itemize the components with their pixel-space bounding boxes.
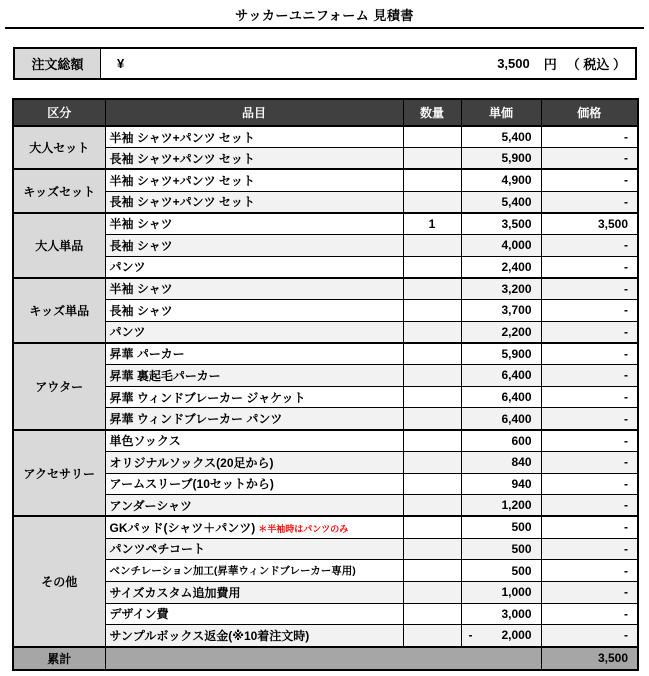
order-total-unit: 円 [543, 57, 557, 72]
unit-price-cell [461, 148, 541, 170]
item-label: サイズカスタム追加費用 [109, 585, 241, 600]
unit-price-value: 5,900 [501, 151, 532, 166]
item-label: 単色ソックス [109, 434, 181, 449]
qty-cell [403, 495, 461, 517]
unit-price-value: 4,000 [501, 238, 532, 253]
unit-price-cell [461, 300, 541, 322]
unit-price-value: 2,000 [501, 628, 532, 643]
item-cell [105, 148, 403, 170]
category-cell: 大人セット [13, 126, 105, 169]
category-cell: アウター [13, 343, 105, 430]
price-cell: - [541, 256, 638, 278]
item-cell [105, 603, 403, 625]
qty-cell [403, 148, 461, 170]
total-row [13, 647, 638, 670]
table-row [13, 191, 638, 213]
unit-price-cell [461, 386, 541, 408]
header-category: 区分 [13, 99, 105, 126]
table-row [13, 430, 638, 452]
item-cell [105, 278, 403, 300]
qty-cell [403, 473, 461, 495]
item-label: 半袖 シャツ [109, 217, 173, 232]
unit-price-value: 4,900 [501, 173, 532, 188]
unit-price-value: 940 [511, 476, 532, 491]
unit-price-value: 500 [511, 563, 532, 578]
table-row [13, 538, 638, 560]
price-cell: - [541, 451, 638, 473]
order-total-box [13, 47, 637, 80]
item-label: アンダーシャツ [109, 498, 193, 513]
header-qty: 数量 [403, 99, 461, 126]
total-value: 3,500 [541, 647, 638, 670]
qty-cell [403, 625, 461, 647]
item-cell [105, 213, 403, 235]
unit-price-cell [461, 625, 541, 647]
price-cell: - [541, 321, 638, 343]
item-label: サンプルボックス返金(※10着注文時) [109, 628, 310, 643]
tax-included-note: （ 税込 ） [566, 57, 626, 72]
price-cell: - [541, 148, 638, 170]
table-row [13, 581, 638, 603]
quote-table-body [13, 126, 638, 647]
unit-price-cell [461, 408, 541, 430]
qty-cell [403, 516, 461, 538]
unit-price-cell [461, 278, 541, 300]
item-cell [105, 625, 403, 647]
qty-cell [403, 256, 461, 278]
qty-cell [403, 408, 461, 430]
order-total-amount: 3,500 [497, 56, 530, 71]
item-label: 長袖 シャツ+パンツ セット [109, 195, 255, 210]
qty-cell [403, 386, 461, 408]
unit-price-value: 1,200 [501, 498, 532, 513]
qty-cell [403, 321, 461, 343]
quote-table-footer [13, 647, 638, 670]
unit-price-value: 3,500 [501, 216, 532, 231]
item-label: 半袖 シャツ+パンツ セット [109, 173, 255, 188]
category-cell: キッズ単品 [13, 278, 105, 343]
unit-price-value: 5,400 [501, 194, 532, 209]
price-cell: - [541, 581, 638, 603]
table-row [13, 495, 638, 517]
price-cell: - [541, 343, 638, 365]
item-label: デザイン費 [109, 607, 169, 622]
unit-price-cell [461, 126, 541, 148]
item-label: パンツ [109, 325, 146, 340]
quote-table [12, 98, 639, 671]
category-cell: その他 [13, 516, 105, 646]
qty-cell [403, 300, 461, 322]
item-cell [105, 560, 403, 582]
unit-price-cell [461, 581, 541, 603]
price-cell: - [541, 430, 638, 452]
qty-cell [403, 365, 461, 387]
item-cell [105, 581, 403, 603]
category-cell: 大人単品 [13, 213, 105, 278]
unit-price-cell [461, 213, 541, 235]
price-cell: - [541, 408, 638, 430]
item-label: 半袖 シャツ [109, 282, 173, 297]
unit-price-cell [461, 256, 541, 278]
qty-cell: 1 [403, 213, 461, 235]
header-row [13, 99, 638, 126]
order-total-value [101, 49, 635, 78]
table-row [13, 343, 638, 365]
qty-cell [403, 581, 461, 603]
qty-cell [403, 234, 461, 256]
item-label: アームスリーブ(10セットから) [109, 477, 274, 492]
qty-cell [403, 343, 461, 365]
table-row [13, 278, 638, 300]
unit-price-value: 1,000 [501, 585, 532, 600]
qty-cell [403, 169, 461, 191]
price-cell: 3,500 [541, 213, 638, 235]
item-cell [105, 234, 403, 256]
item-label: パンツ [109, 260, 146, 275]
item-cell [105, 365, 403, 387]
quote-table-header [13, 99, 638, 126]
unit-price-cell [461, 169, 541, 191]
price-cell: - [541, 473, 638, 495]
unit-price-cell [461, 603, 541, 625]
price-cell: - [541, 625, 638, 647]
item-cell [105, 191, 403, 213]
item-label: 昇華 ウィンドブレーカー パンツ [109, 412, 283, 427]
table-row [13, 256, 638, 278]
minus-sign: - [468, 628, 473, 643]
price-cell: - [541, 603, 638, 625]
unit-price-value: 6,400 [501, 368, 532, 383]
item-cell [105, 495, 403, 517]
item-cell [105, 300, 403, 322]
unit-price-value: 5,400 [501, 130, 532, 145]
order-total-label: 注文総額 [15, 49, 101, 78]
qty-cell [403, 451, 461, 473]
table-row [13, 560, 638, 582]
item-label: オリジナルソックス(20足から) [109, 455, 274, 470]
currency-symbol: ¥ [117, 56, 125, 71]
item-label: ベンチレーション加工(昇華ウィンドブレーカー専用) [109, 565, 356, 578]
price-cell: - [541, 365, 638, 387]
price-cell: - [541, 191, 638, 213]
page-title: サッカーユニフォーム 見積書 [235, 8, 414, 23]
unit-price-value: 6,400 [501, 411, 532, 426]
unit-price-value: 6,400 [501, 390, 532, 405]
price-cell: - [541, 538, 638, 560]
unit-price-value: 500 [511, 541, 532, 556]
category-cell: アクセサリー [13, 430, 105, 517]
item-label: 半袖 シャツ+パンツ セット [109, 130, 255, 145]
price-cell: - [541, 169, 638, 191]
table-row [13, 365, 638, 387]
table-row [13, 126, 638, 148]
item-cell [105, 538, 403, 560]
total-spacer [105, 647, 541, 670]
unit-price-cell [461, 430, 541, 452]
item-note: ＊半袖時はパンツのみ [258, 523, 349, 534]
table-row [13, 451, 638, 473]
table-row [13, 300, 638, 322]
item-label: 昇華 ウィンドブレーカー ジャケット [109, 390, 306, 405]
category-cell: キッズセット [13, 169, 105, 212]
item-cell [105, 516, 403, 538]
item-cell [105, 430, 403, 452]
table-row [13, 148, 638, 170]
qty-cell [403, 538, 461, 560]
unit-price-value: 840 [511, 455, 532, 470]
unit-price-value: 3,200 [501, 281, 532, 296]
price-cell: - [541, 516, 638, 538]
item-cell [105, 451, 403, 473]
price-cell: - [541, 300, 638, 322]
qty-cell [403, 278, 461, 300]
table-row [13, 213, 638, 235]
total-label: 累計 [13, 647, 105, 670]
unit-price-cell [461, 538, 541, 560]
price-cell: - [541, 560, 638, 582]
table-row [13, 234, 638, 256]
qty-cell [403, 603, 461, 625]
item-label: 長袖 シャツ+パンツ セット [109, 151, 255, 166]
unit-price-cell [461, 365, 541, 387]
qty-cell [403, 126, 461, 148]
unit-price-cell [461, 343, 541, 365]
unit-price-cell [461, 495, 541, 517]
unit-price-cell [461, 516, 541, 538]
unit-price-value: 2,200 [501, 324, 532, 339]
item-cell [105, 343, 403, 365]
item-cell [105, 408, 403, 430]
table-row [13, 386, 638, 408]
qty-cell [403, 430, 461, 452]
item-cell [105, 473, 403, 495]
item-cell [105, 126, 403, 148]
item-label: 昇華 パーカー [109, 347, 185, 362]
title-divider [5, 27, 644, 29]
table-row [13, 603, 638, 625]
unit-price-value: 5,900 [501, 346, 532, 361]
unit-price-cell [461, 321, 541, 343]
table-row [13, 625, 638, 647]
unit-price-cell [461, 473, 541, 495]
table-row [13, 169, 638, 191]
table-row [13, 516, 638, 538]
unit-price-value: 600 [511, 433, 532, 448]
table-row [13, 473, 638, 495]
unit-price-value: 3,000 [501, 606, 532, 621]
unit-price-value: 3,700 [501, 303, 532, 318]
unit-price-cell [461, 234, 541, 256]
price-cell: - [541, 278, 638, 300]
item-label: パンツペチコート [109, 542, 206, 557]
qty-cell [403, 560, 461, 582]
unit-price-cell [461, 191, 541, 213]
price-cell: - [541, 234, 638, 256]
item-cell [105, 386, 403, 408]
unit-price-cell [461, 560, 541, 582]
item-cell [105, 169, 403, 191]
price-cell: - [541, 495, 638, 517]
table-row [13, 408, 638, 430]
price-cell: - [541, 386, 638, 408]
header-unit-price: 単価 [461, 99, 541, 126]
item-label: 長袖 シャツ [109, 238, 173, 253]
unit-price-value: 500 [511, 520, 532, 535]
item-cell [105, 256, 403, 278]
item-label: GKパッド(シャツ＋パンツ) [109, 520, 256, 535]
table-row [13, 321, 638, 343]
header-item: 品目 [105, 99, 403, 126]
header-price: 価格 [541, 99, 638, 126]
price-cell: - [541, 126, 638, 148]
unit-price-cell [461, 451, 541, 473]
item-label: 昇華 裏起毛パーカー [109, 368, 221, 383]
item-cell [105, 321, 403, 343]
qty-cell [403, 191, 461, 213]
unit-price-value: 2,400 [501, 259, 532, 274]
item-label: 長袖 シャツ [109, 303, 173, 318]
